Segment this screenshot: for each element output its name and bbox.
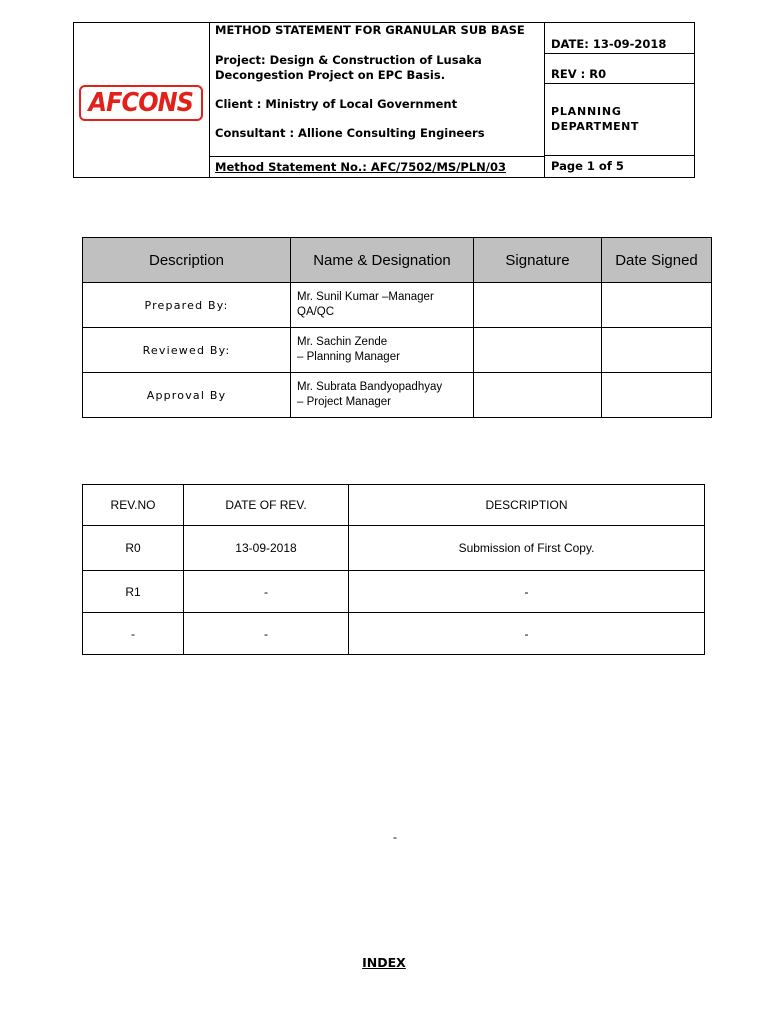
date-signed-cell bbox=[602, 283, 712, 328]
signature-cell bbox=[474, 283, 602, 328]
department-cell bbox=[545, 84, 695, 156]
name-designation bbox=[291, 283, 474, 328]
page-number: Page 1 of 5 bbox=[551, 159, 624, 173]
designation-line: – Planning Manager bbox=[297, 351, 400, 363]
row-label: Prepared By: bbox=[83, 283, 291, 328]
logo-cell bbox=[74, 23, 210, 177]
table-row bbox=[83, 283, 712, 328]
rev-cell bbox=[545, 54, 695, 84]
signature-cell bbox=[474, 373, 602, 418]
designation-line: QA/QC bbox=[297, 306, 335, 318]
name-designation bbox=[291, 328, 474, 373]
afcons-logo bbox=[79, 85, 203, 121]
rev-no-cell: R0 bbox=[83, 526, 184, 571]
table-row bbox=[83, 328, 712, 373]
designation-line: – Project Manager bbox=[297, 396, 391, 408]
name-line: Mr. Sunil Kumar –Manager bbox=[297, 291, 434, 303]
row-label: Reviewed By: bbox=[83, 328, 291, 373]
project-line-1: Project: Design & Construction of Lusaka bbox=[215, 53, 482, 67]
table-row bbox=[83, 571, 705, 613]
col-date-signed: Date Signed bbox=[602, 238, 712, 283]
logo-text: AFCONS bbox=[88, 88, 194, 118]
col-date-of-rev: DATE OF REV. bbox=[184, 485, 349, 526]
header-meta-cell bbox=[545, 23, 695, 177]
date-signed-cell bbox=[602, 373, 712, 418]
document-title: METHOD STATEMENT FOR GRANULAR SUB BASE bbox=[215, 23, 525, 37]
date-signed-cell bbox=[602, 328, 712, 373]
rev-date-cell: 13-09-2018 bbox=[184, 526, 349, 571]
index-heading: INDEX bbox=[362, 955, 406, 970]
department-line-1: PLANNING bbox=[551, 105, 622, 118]
consultant-line: Consultant : Allione Consulting Engineers bbox=[215, 126, 485, 140]
revision-table-header bbox=[83, 485, 705, 526]
project-line-2: Decongestion Project on EPC Basis. bbox=[215, 68, 446, 82]
col-rev-no: REV.NO bbox=[83, 485, 184, 526]
col-name-designation: Name & Designation bbox=[291, 238, 474, 283]
table-row bbox=[83, 373, 712, 418]
rev-description-cell: Submission of First Copy. bbox=[349, 526, 705, 571]
name-designation bbox=[291, 373, 474, 418]
rev-description-cell: - bbox=[349, 613, 705, 655]
row-label: Approval By bbox=[83, 373, 291, 418]
client-line: Client : Ministry of Local Government bbox=[215, 97, 458, 111]
signature-table-header bbox=[83, 238, 712, 283]
col-rev-description: DESCRIPTION bbox=[349, 485, 705, 526]
table-row bbox=[83, 526, 705, 571]
header-info-cell bbox=[210, 23, 545, 177]
date-cell bbox=[545, 23, 695, 54]
signature-table bbox=[82, 237, 712, 418]
department-line-2: DEPARTMENT bbox=[551, 120, 639, 133]
col-description: Description bbox=[83, 238, 291, 283]
col-signature: Signature bbox=[474, 238, 602, 283]
rev-no-cell: - bbox=[83, 613, 184, 655]
revision-number: REV : R0 bbox=[551, 67, 607, 81]
page-cell bbox=[545, 156, 695, 177]
signature-cell bbox=[474, 328, 602, 373]
rev-date-cell: - bbox=[184, 613, 349, 655]
table-row bbox=[83, 613, 705, 655]
method-statement-number: Method Statement No.: AFC/7502/MS/PLN/03 bbox=[215, 160, 506, 174]
method-statement-cell bbox=[210, 156, 544, 178]
document-date: DATE: 13-09-2018 bbox=[551, 37, 667, 51]
rev-description-cell: - bbox=[349, 571, 705, 613]
separator-dash: - bbox=[393, 830, 397, 844]
revision-table bbox=[82, 484, 705, 655]
rev-date-cell: - bbox=[184, 571, 349, 613]
name-line: Mr. Sachin Zende bbox=[297, 336, 388, 348]
rev-no-cell: R1 bbox=[83, 571, 184, 613]
document-header bbox=[73, 22, 695, 178]
name-line: Mr. Subrata Bandyopadhyay bbox=[297, 381, 443, 393]
